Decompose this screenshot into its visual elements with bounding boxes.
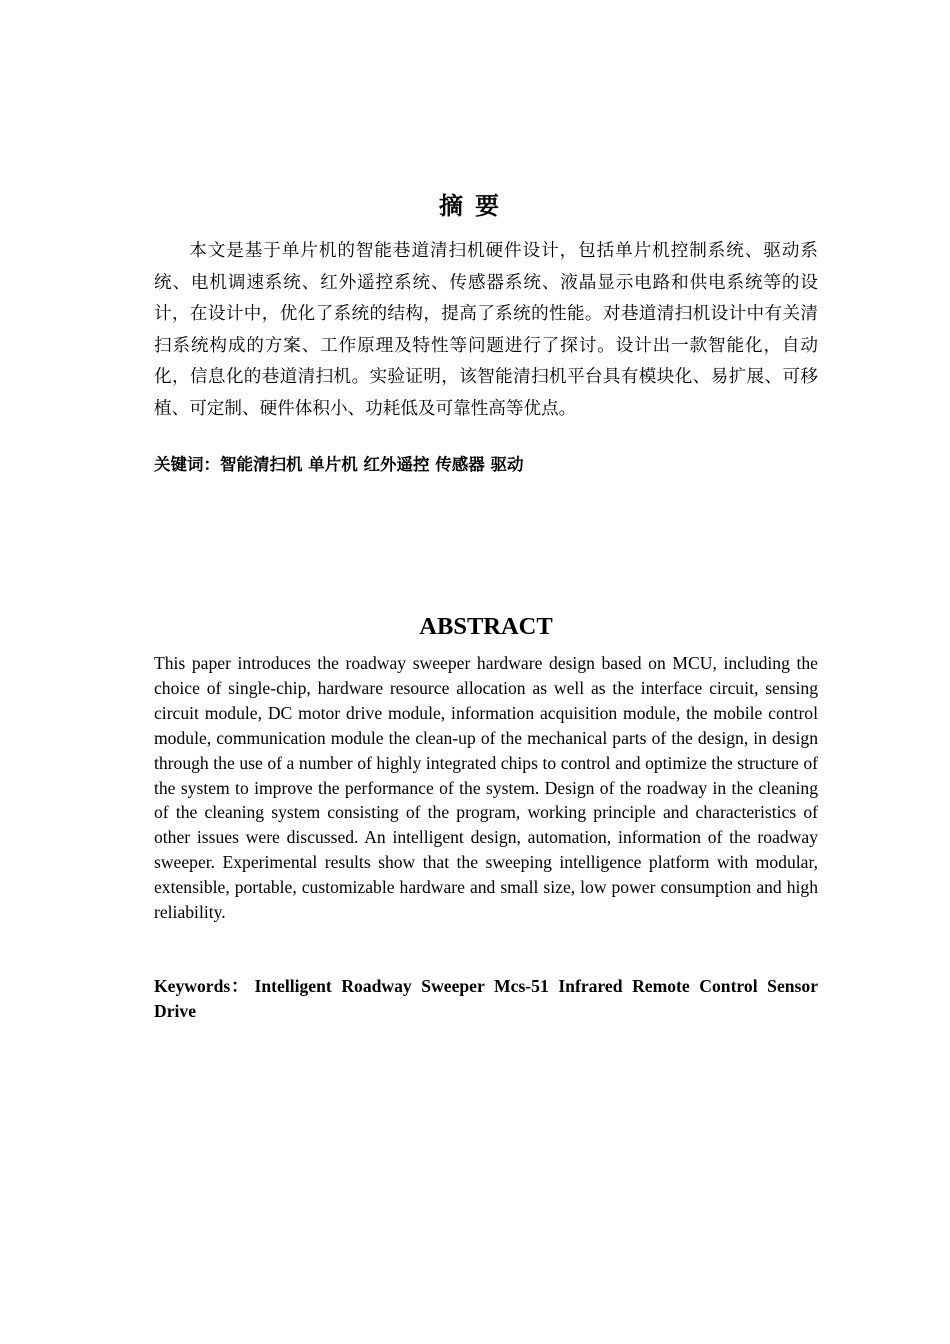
chinese-keywords — [154, 452, 818, 478]
chinese-keywords-label: 关键词： — [154, 455, 220, 474]
chinese-keywords-list: 智能清扫机 单片机 红外遥控 传感器 驱动 — [220, 455, 524, 474]
chinese-abstract-body: 本文是基于单片机的智能巷道清扫机硬件设计，包括单片机控制系统、驱动系统、电机调速系统、红外遥控系统、传感器系统、液晶显示电路和供电系统等的设计，在设计中，优化了系统的结构，提高了系统的性能。对巷道清扫机设计中有关清扫系统构成的方案、工作原理及特性等问题进行了探讨。设计出一款智能化，自动化，信息化的巷道清扫机。实验证明，该智能清扫机平台具有模块化、易扩展、可移植、可定制、硬件体积小、功耗低及可靠性高等优点。 — [154, 241, 818, 419]
english-keywords-list: Intelligent Roadway Sweeper Mcs-51 Infrared Remote Control Sensor Drive — [154, 976, 819, 1021]
english-abstract-title: ABSTRACT — [419, 613, 553, 640]
chinese-abstract-title: 摘要 — [439, 191, 511, 220]
english-keywords — [154, 974, 818, 1024]
english-abstract-body: This paper introduces the roadway sweeper hardware design based on MCU, including the choice of single-chip, hardware resource allocation as well as the interface circuit, sensing circuit module, DC motor drive module, information acquisition module, the mobile control module, communication module the clean-up of the mechanical parts of the design, in design through the use of a number of highly integrated chips to control and optimize the structure of the system to improve the performance of the system. Design of the roadway in the cleaning of the cleaning system consisting of the program, working principle and characteristics of other issues were discussed. An intelligent design, automation, information of the roadway sweeper. Experimental results show that the sweeping intelligence platform with modular, extensible, portable, customizable hardware and small size, low power consumption and high reliability. — [154, 653, 818, 923]
english-keywords-label: Keywords： — [154, 976, 250, 996]
